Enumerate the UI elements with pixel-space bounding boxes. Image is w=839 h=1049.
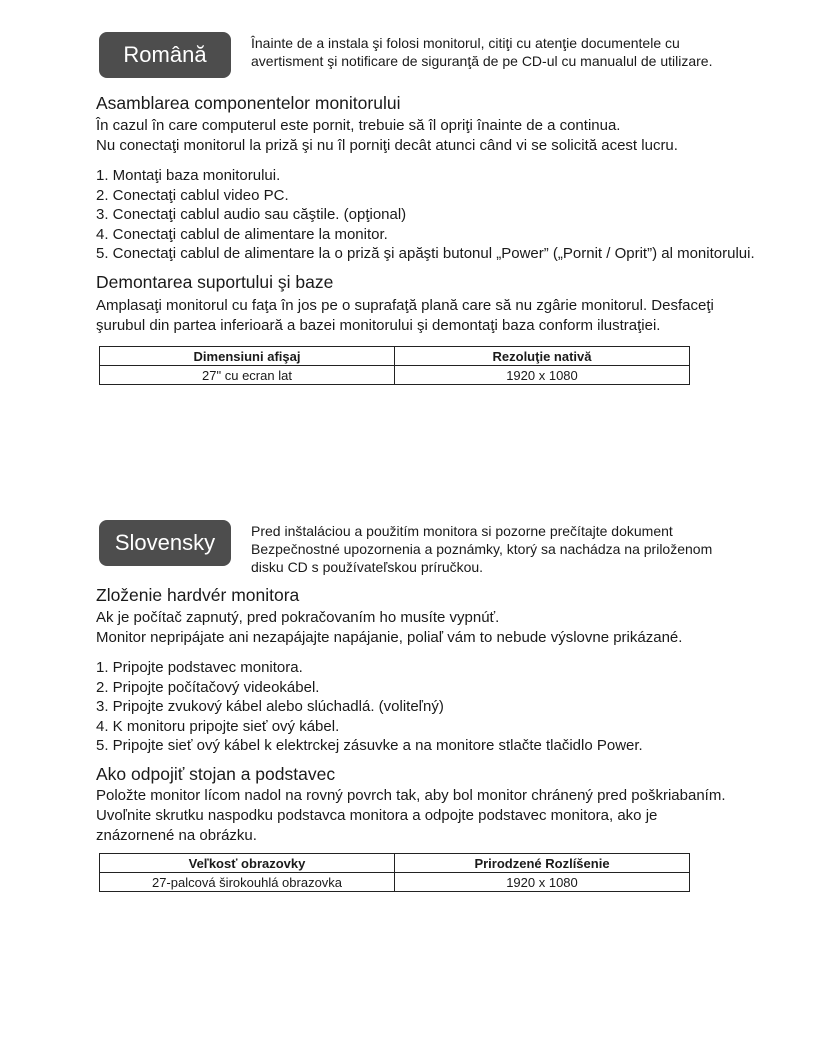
section-heading: Asamblarea componentelor monitorului [96,93,401,113]
table-row [100,873,690,892]
table-cell: 27" cu ecran lat [100,366,395,385]
list-item: 4. K monitoru pripojte sieť ový kábel. [96,717,340,735]
table-header: Veľkosť obrazovky [100,854,395,873]
list-item: 3. Pripojte zvukový kábel alebo slúchadlá. (voliteľný) [96,698,444,715]
list-item: 2. Conectaţi cablul video PC. [96,186,289,204]
table-cell: 27-palcová širokouhlá obrazovka [100,873,395,892]
table-header: Prirodzené Rozlíšenie [395,854,690,873]
paragraph-line: znázornené na obrázku. [96,827,257,844]
steps-list [96,658,816,756]
list-item: 1. Pripojte podstavec monitora. [96,659,303,676]
table-header-row [100,854,690,873]
list-item: 5. Conectaţi cablul de alimentare la o priză şi apăşti butonul „Power” („Pornit / Oprit”) al monitorului. [96,245,755,262]
paragraph-line: În cazul în care computerul este pornit, trebuie să îl opriţi înainte de a continua. [96,117,621,134]
table-row [100,366,690,385]
paragraph-line: Monitor nepripájate ani nezapájajte napájanie, poliaľ vám to nebude výslovne prikázané. [96,629,683,646]
slovak-language-badge: Slovensky [99,520,231,566]
paragraph-line: şurubul din partea inferioară a bazei monitorului şi demontaţi baza conform ilustraţiei. [96,317,661,334]
table-cell: 1920 x 1080 [395,366,690,385]
list-item: 5. Pripojte sieť ový kábel k elektrckej zásuvke a na monitore stlačte tlačidlo Power. [96,737,643,754]
intro-line: Înainte de a instala şi folosi monitorul, citiţi cu atenţie documentele cu [251,35,680,51]
paragraph-line: Položte monitor lícom nadol na rovný povrch tak, aby bol monitor chránený pred poškriabaním. [96,787,726,804]
slovak-assembly-section [96,585,816,756]
intro-line: Pred inštaláciou a použitím monitora si pozorne prečítajte dokument [251,523,673,539]
intro-line: Bezpečnostné upozornenia a poznámky, ktorý sa nachádza na priloženom [251,541,713,557]
romanian-intro [251,34,712,70]
list-item: 3. Conectaţi cablul audio sau căştile. (opţional) [96,206,407,223]
paragraph-line: Uvoľnite skrutku naspodku podstavca monitora a odpojte podstavec monitora, ako je [96,807,658,824]
paragraph-line: Ak je počítač zapnutý, pred pokračovaním ho musíte vypnúť. [96,609,500,626]
steps-list [96,166,816,264]
intro-line: avertisment şi notificare de siguranţă de pe CD-ul cu manualul de utilizare. [251,53,713,69]
list-item: 4. Conectaţi cablul de alimentare la monitor. [96,225,388,243]
romanian-assembly-section [96,93,816,264]
table-cell: 1920 x 1080 [395,873,690,892]
romanian-removal-section [96,272,816,336]
section-heading: Zloženie hardvér monitora [96,585,300,605]
section-heading: Demontarea suportului şi baze [96,272,334,292]
table-header: Rezoluţie nativă [395,347,690,366]
slovak-intro [251,522,712,576]
intro-line: disku CD s používateľskou príručkou. [251,559,484,575]
romanian-language-badge: Română [99,32,231,78]
list-item: 1. Montaţi baza monitorului. [96,167,281,184]
table-header: Dimensiuni afişaj [100,347,395,366]
slovak-removal-section [96,764,816,846]
list-item: 2. Pripojte počítačový videokábel. [96,678,320,696]
paragraph-line: Nu conectaţi monitorul la priză şi nu îl porniţi decât atunci când vi se solicită acest lucru. [96,137,678,154]
table-header-row [100,347,690,366]
slovak-spec-table [99,853,690,892]
romanian-spec-table [99,346,690,385]
section-heading: Ako odpojiť stojan a podstavec [96,764,336,784]
paragraph-line: Amplasaţi monitorul cu faţa în jos pe o suprafaţă plană care să nu zgârie monitorul. Desfaceţi [96,297,714,314]
